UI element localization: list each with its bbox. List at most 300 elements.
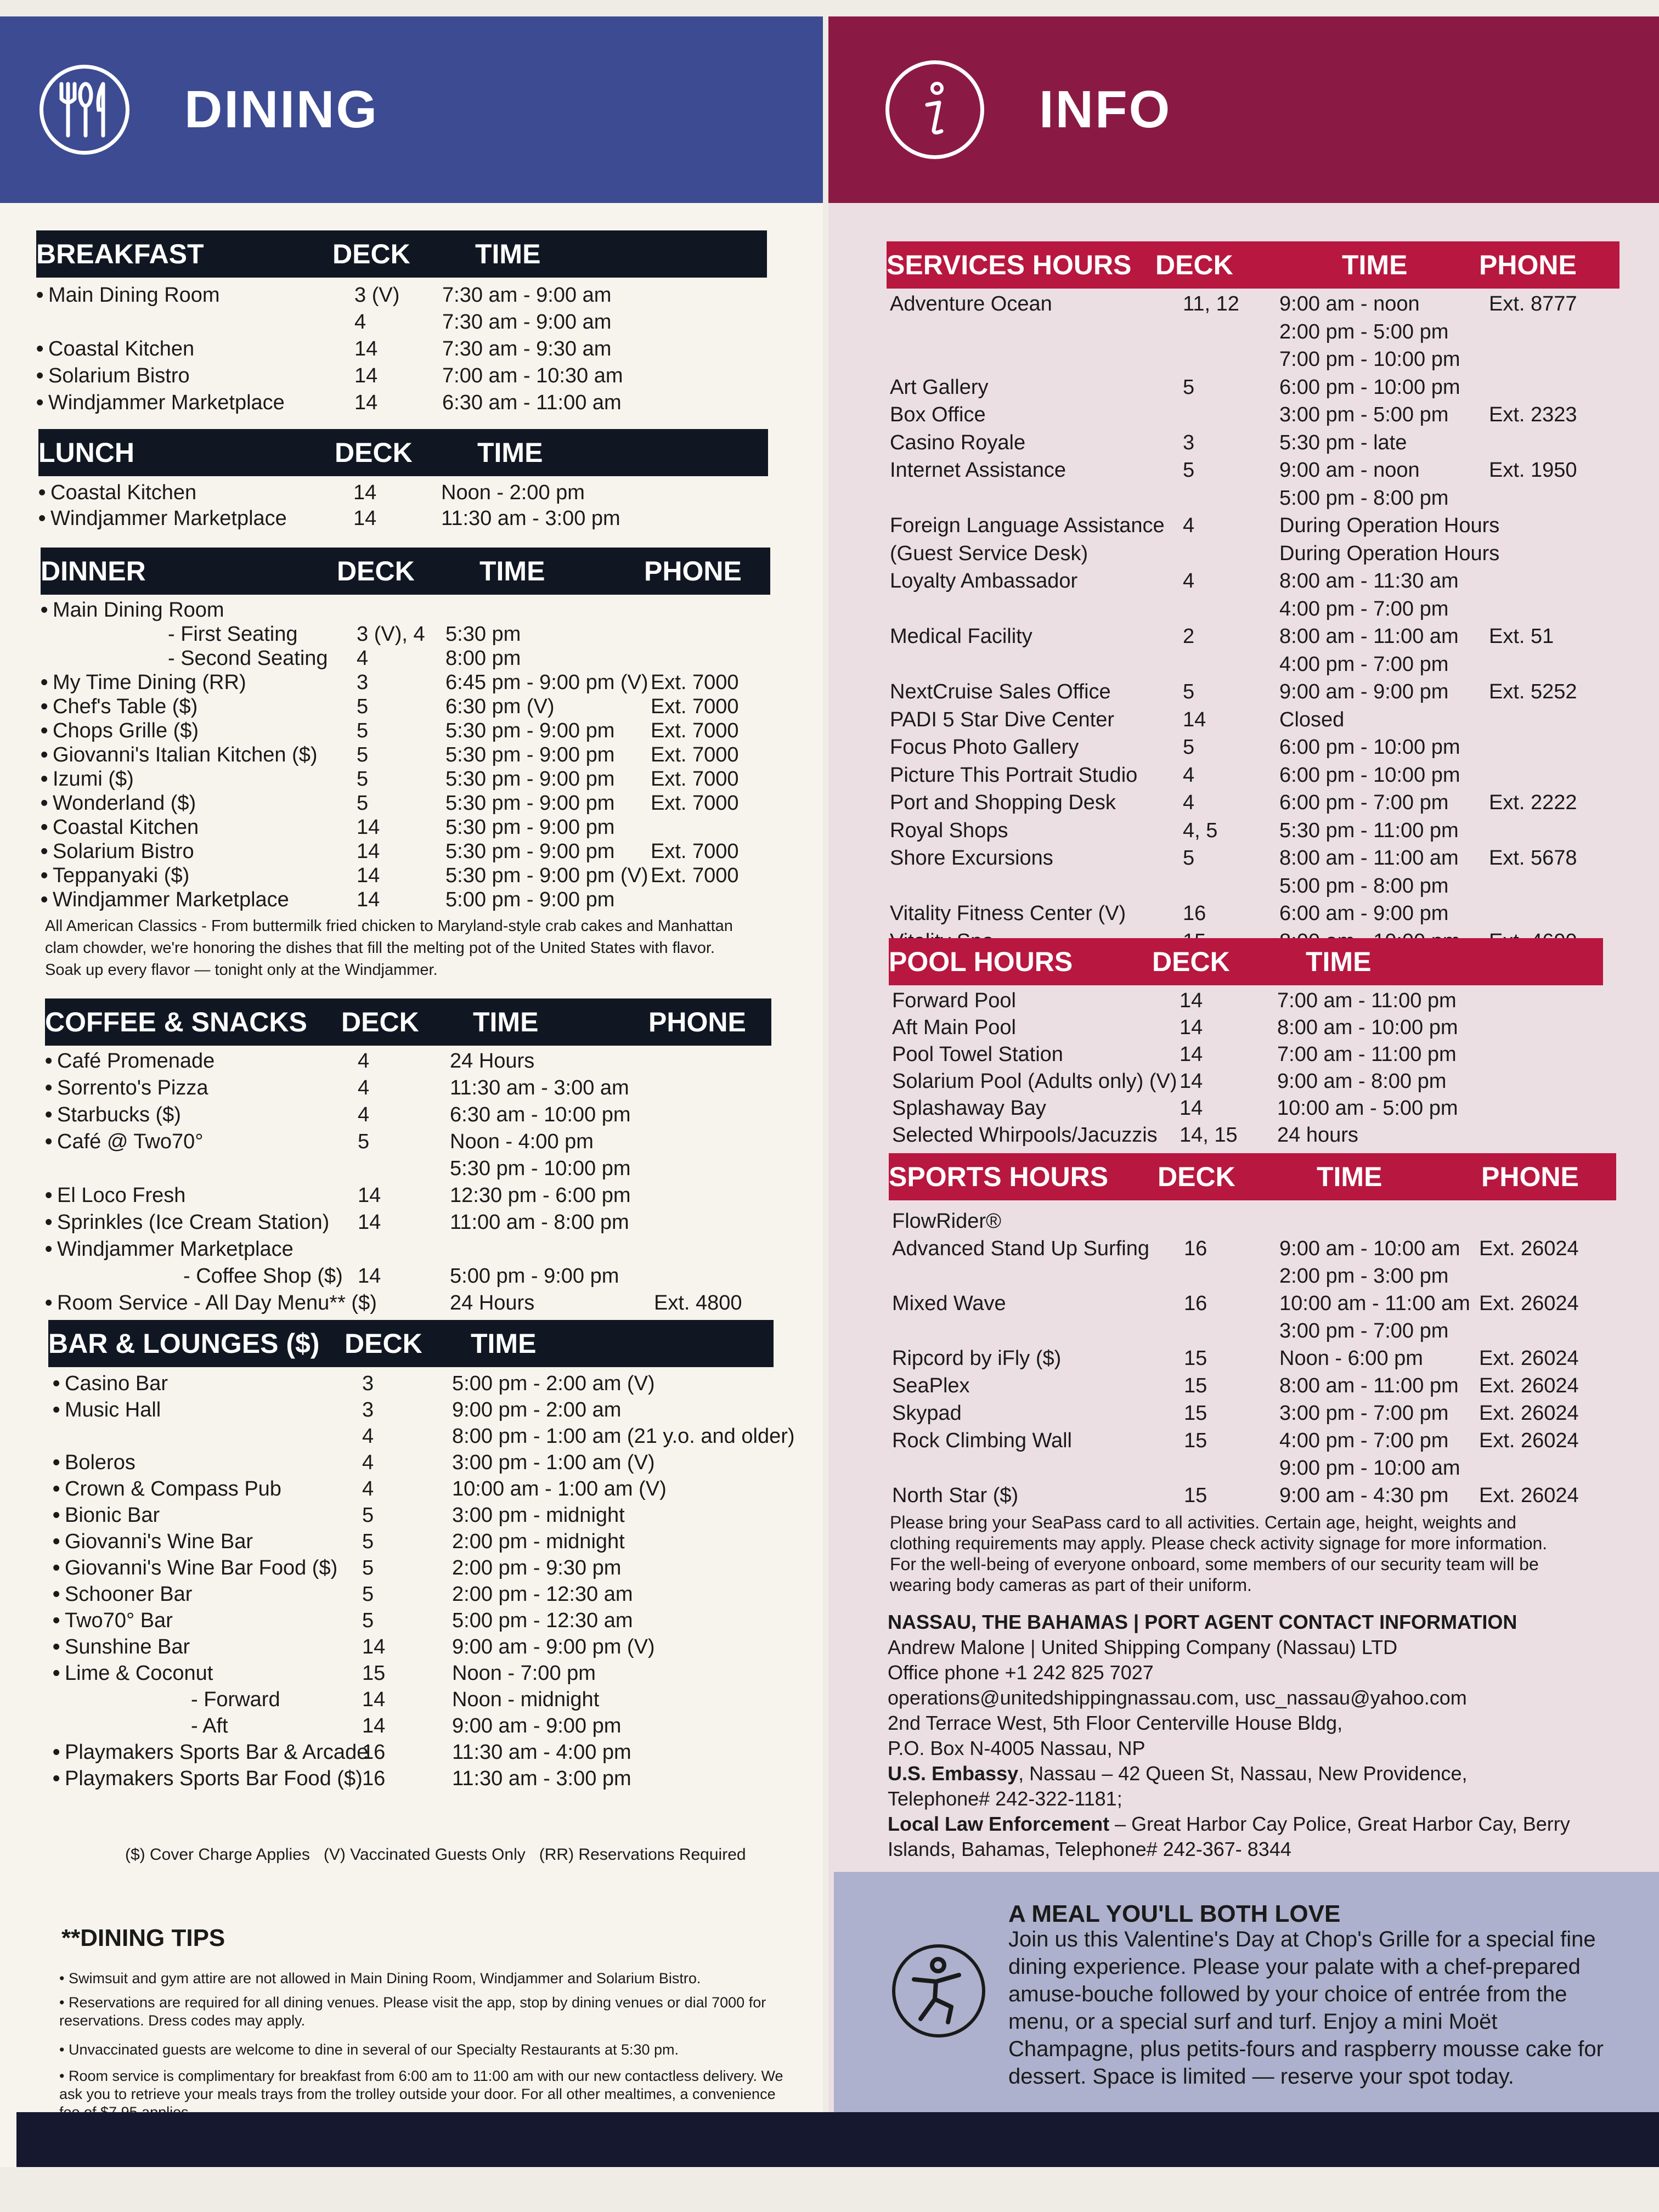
table-row — [45, 1155, 771, 1182]
cell-time: 9:00 pm - 2:00 am — [452, 1398, 622, 1421]
table-row — [887, 679, 1620, 705]
cell-name: Sprinkles (Ice Cream Station) — [57, 1211, 330, 1234]
table-row — [45, 1048, 771, 1074]
cell-name: Two70° Bar — [65, 1609, 173, 1632]
header-name: SPORTS HOURS — [889, 1161, 1109, 1192]
cell-name: Casino Bar — [65, 1372, 168, 1395]
table-row — [887, 319, 1620, 345]
header-phone: PHONE — [648, 1007, 746, 1037]
cell-time: 8:00 am - 11:00 pm — [1279, 1374, 1459, 1397]
cell-name: Picture This Portrait Studio — [890, 763, 1138, 787]
cell-time: 9:00 am - 4:30 pm — [1279, 1484, 1449, 1507]
cell-name: Café @ Two70° — [57, 1130, 204, 1153]
table-row — [889, 1345, 1616, 1372]
cell-deck: 14 — [1183, 708, 1206, 731]
table-body — [45, 1046, 771, 1320]
header-deck: DECK — [341, 1007, 419, 1037]
table-row — [887, 291, 1620, 317]
cell-deck: 3 — [357, 671, 369, 694]
header-time: TIME — [1317, 1161, 1383, 1192]
table-row — [36, 363, 767, 389]
bullet-icon: • — [45, 1049, 53, 1073]
cell-time: 9:00 am - 9:00 pm (V) — [452, 1635, 655, 1658]
cell-time: 6:45 pm - 9:00 pm (V) — [445, 671, 648, 694]
cell-time: 3:00 pm - 5:00 pm — [1279, 403, 1449, 426]
cell-phone[interactable]: Ext. 26024 — [1479, 1484, 1579, 1507]
cell-deck: 14 — [354, 337, 378, 360]
table-body — [889, 985, 1603, 1152]
table-row — [889, 1208, 1616, 1234]
cell-deck: 14 — [358, 1211, 381, 1234]
cell-deck: 14 — [357, 864, 380, 887]
legend: ($) Cover Charge Applies (V) Vaccinated Guests Only (RR) Reservations Required — [125, 1846, 746, 1864]
pool-hours-table — [889, 938, 1603, 1152]
cell-phone[interactable]: Ext. 51 — [1489, 625, 1554, 648]
cell-name: Café Promenade — [57, 1049, 215, 1073]
cell-phone[interactable]: Ext. 5252 — [1489, 680, 1577, 703]
header-deck: DECK — [337, 556, 415, 586]
bullet-icon: • — [41, 671, 48, 694]
cell-deck: 14 — [358, 1265, 381, 1288]
cell-deck: 15 — [1184, 1429, 1207, 1452]
table-row — [889, 1455, 1616, 1481]
header-phone: PHONE — [1481, 1161, 1579, 1192]
bullet-icon: • — [53, 1662, 60, 1685]
cell-deck: 4 — [362, 1477, 374, 1500]
cell-name: Forward Pool — [892, 989, 1016, 1012]
info-title: INFO — [1039, 80, 1172, 139]
port-agent-contact — [888, 1610, 1573, 1862]
cell-time: 5:00 pm - 8:00 pm — [1279, 486, 1449, 510]
table-header — [38, 429, 768, 476]
table-row — [45, 1075, 771, 1101]
cell-name: Crown & Compass Pub — [65, 1477, 281, 1500]
cell-name: - Aft — [191, 1714, 228, 1737]
bullet-icon: • — [41, 599, 48, 622]
bullet-icon: • — [53, 1451, 60, 1474]
cell-phone[interactable]: Ext. 7000 — [651, 840, 739, 863]
cell-phone[interactable]: Ext. 26024 — [1479, 1374, 1579, 1397]
cell-deck: 15 — [1184, 1484, 1207, 1507]
table-body — [889, 1200, 1616, 1508]
bullet-icon: • — [53, 1372, 60, 1395]
header-time: TIME — [471, 1328, 537, 1359]
bullet-icon: • — [45, 1291, 53, 1314]
cell-name: - Coffee Shop ($) — [183, 1265, 343, 1288]
header-deck: DECK — [1152, 946, 1230, 977]
cell-phone[interactable]: Ext. 5678 — [1489, 847, 1577, 870]
cell-phone[interactable]: Ext. 7000 — [651, 864, 739, 887]
table-row — [887, 707, 1620, 733]
table-header — [41, 548, 770, 595]
bullet-icon: • — [36, 337, 44, 360]
cell-phone[interactable]: Ext. 7000 — [651, 671, 739, 694]
header-name: DINNER — [41, 556, 146, 586]
table-row — [41, 838, 770, 865]
cell-time: 9:00 am - noon — [1279, 292, 1420, 315]
cell-time: 7:30 am - 9:30 am — [442, 337, 612, 360]
cell-deck: 15 — [1184, 1347, 1207, 1370]
bar-lounges-table — [48, 1320, 795, 1794]
cell-phone[interactable]: Ext. 26024 — [1479, 1402, 1579, 1425]
cell-name: Giovanni's Wine Bar — [65, 1530, 253, 1553]
header-deck: DECK — [1158, 1161, 1235, 1192]
table-row — [887, 512, 1620, 539]
cell-time: 7:00 am - 11:00 pm — [1277, 989, 1457, 1012]
cell-deck: 4 — [362, 1425, 374, 1448]
header-time: TIME — [477, 437, 543, 468]
cell-time: 11:30 am - 3:00 pm — [452, 1767, 631, 1790]
cell-deck: 14 — [353, 481, 377, 504]
cell-name: Room Service - All Day Menu** ($) — [57, 1291, 377, 1314]
bullet-icon: • — [45, 1103, 53, 1126]
table-row — [887, 817, 1620, 844]
bullet-icon: • — [45, 1238, 53, 1261]
cell-deck: 14 — [357, 816, 380, 839]
table-row — [41, 645, 770, 672]
cell-name: Sunshine Bar — [65, 1635, 190, 1658]
table-body — [38, 476, 768, 533]
cell-name: Rock Climbing Wall — [892, 1429, 1072, 1452]
cell-time: 6:30 pm (V) — [445, 695, 555, 718]
table-row — [48, 1739, 774, 1765]
table-header — [889, 1153, 1616, 1200]
table-row — [41, 790, 770, 816]
table-row — [48, 1581, 774, 1607]
table-row — [36, 390, 767, 416]
table-row — [45, 1102, 771, 1128]
cell-name: Box Office — [890, 403, 986, 426]
cell-name: Focus Photo Gallery — [890, 736, 1079, 759]
table-row — [41, 887, 770, 913]
cell-deck: 5 — [1183, 680, 1195, 703]
table-body — [887, 289, 1620, 959]
cell-deck: 3 (V) — [354, 284, 400, 307]
cell-name: Coastal Kitchen — [50, 481, 197, 504]
cell-deck: 14 — [1180, 989, 1203, 1012]
table-row — [45, 1128, 771, 1155]
cell-name: Aft Main Pool — [892, 1016, 1016, 1039]
table-row — [41, 766, 770, 792]
bullet-icon: • — [41, 864, 48, 887]
cell-time: 5:30 pm - 9:00 pm — [445, 743, 615, 766]
cell-deck: 5 — [357, 719, 369, 742]
table-row — [36, 309, 767, 335]
cell-phone[interactable]: Ext. 2222 — [1489, 791, 1577, 814]
cell-deck: 14 — [362, 1688, 386, 1711]
table-header — [36, 230, 767, 278]
utensils-icon — [40, 65, 129, 155]
table-row — [48, 1449, 774, 1476]
cell-deck: 5 — [1183, 736, 1195, 759]
cell-deck: 14 — [354, 364, 378, 387]
table-row — [889, 1122, 1603, 1148]
table-row — [889, 1373, 1616, 1399]
cell-time: 6:00 pm - 10:00 pm — [1279, 763, 1460, 787]
contact-line: 2nd Terrace West, 5th Floor Centerville House Bldg, — [888, 1712, 1343, 1734]
cell-deck: 16 — [362, 1767, 386, 1790]
table-row — [38, 505, 768, 532]
cell-name: NextCruise Sales Office — [890, 680, 1111, 703]
dining-tip: • Swimsuit and gym attire are not allowed in Main Dining Room, Windjammer and Solarium Bistro. — [59, 1970, 701, 1987]
table-row — [887, 900, 1620, 927]
table-row — [48, 1713, 774, 1739]
cell-deck: 14 — [362, 1635, 386, 1658]
table-row — [48, 1397, 774, 1423]
info-column — [828, 16, 1659, 2167]
cell-time: 9:00 am - 9:00 pm — [1279, 680, 1449, 703]
cell-phone[interactable]: Ext. 2323 — [1489, 403, 1577, 426]
cell-deck: 5 — [362, 1583, 374, 1606]
bullet-icon: • — [38, 481, 46, 504]
table-row — [887, 873, 1620, 899]
header-name: BAR & LOUNGES ($) — [48, 1328, 320, 1359]
cell-name: Solarium Bistro — [53, 840, 194, 863]
cell-time: Noon - 2:00 pm — [441, 481, 585, 504]
table-row — [41, 693, 770, 720]
cell-time: 10:00 am - 11:00 am — [1279, 1292, 1470, 1315]
table-header — [45, 998, 771, 1046]
cell-name: Loyalty Ambassador — [890, 569, 1078, 592]
cell-time: Noon - 4:00 pm — [450, 1130, 594, 1153]
cell-time: 7:00 am - 10:30 am — [442, 364, 623, 387]
table-row — [48, 1555, 774, 1581]
header-deck: DECK — [335, 437, 413, 468]
bullet-icon: • — [53, 1530, 60, 1553]
cell-name: Main Dining Room — [48, 284, 220, 307]
cell-deck: 4 — [354, 311, 366, 334]
cell-deck: 14 — [357, 840, 380, 863]
cell-time: 5:30 pm - 9:00 pm — [445, 719, 615, 742]
dinner-note: All American Classics - From buttermilk fried chicken to Maryland-style crab cakes and Manhattan clam chowder, we're honoring the dishes that fill the melting pot of the United States with flavor. Soak up every flavor — tonight only at the Windjammer. — [45, 917, 733, 979]
bullet-icon: • — [45, 1076, 53, 1099]
cell-time: 6:30 am - 10:00 pm — [450, 1103, 631, 1126]
table-row — [41, 621, 770, 647]
info-banner — [828, 16, 1659, 203]
table-row — [38, 479, 768, 506]
contact-email[interactable]: operations@unitedshippingnassau.com, usc_nassau@yahoo.com — [888, 1686, 1467, 1709]
cell-time: During Operation Hours — [1279, 514, 1500, 537]
cell-name: Sorrento's Pizza — [57, 1076, 208, 1099]
table-row — [48, 1686, 774, 1713]
bullet-icon: • — [41, 888, 48, 911]
law-enforcement-info — [888, 1812, 1573, 1862]
cell-name: Foreign Language Assistance — [890, 514, 1165, 537]
cell-name: Windjammer Marketplace — [57, 1238, 294, 1261]
cell-time: 2:00 pm - 3:00 pm — [1279, 1265, 1449, 1288]
cell-phone[interactable]: Ext. 7000 — [651, 719, 739, 742]
cell-time: 8:00 am - 11:00 am — [1279, 625, 1459, 648]
cell-time: 8:00 am - 11:30 am — [1279, 569, 1459, 592]
cell-name: PADI 5 Star Dive Center — [890, 708, 1115, 731]
cell-phone[interactable]: Ext. 1950 — [1489, 459, 1577, 482]
cell-deck: 15 — [1184, 1374, 1207, 1397]
cell-deck: 5 — [362, 1609, 374, 1632]
cell-name: Windjammer Marketplace — [48, 391, 285, 414]
cell-phone[interactable]: Ext. 26024 — [1479, 1237, 1579, 1260]
cell-name: Ripcord by iFly ($) — [892, 1347, 1062, 1370]
cell-time: 5:30 pm - 10:00 pm — [450, 1157, 631, 1180]
table-row — [889, 988, 1603, 1014]
cell-deck: 14 — [1180, 1043, 1203, 1066]
cell-time: 5:00 pm - 8:00 pm — [1279, 874, 1449, 898]
cell-name: SeaPlex — [892, 1374, 970, 1397]
services-hours-table — [887, 241, 1620, 959]
embassy-text: , Nassau – 42 Queen St, Nassau, New Providence, Telephone# 242-322-1181; — [888, 1762, 1468, 1810]
table-row — [48, 1660, 774, 1686]
cell-name: Music Hall — [65, 1398, 161, 1421]
cell-time: 10:00 am - 1:00 am (V) — [452, 1477, 667, 1500]
cell-name: Starbucks ($) — [57, 1103, 181, 1126]
cell-deck: 5 — [357, 792, 369, 815]
table-row — [887, 789, 1620, 816]
header-phone: PHONE — [1479, 250, 1577, 280]
cell-name: - First Seating — [168, 623, 298, 646]
table-row — [48, 1370, 774, 1397]
table-row — [889, 1014, 1603, 1041]
cell-phone[interactable]: Ext. 7000 — [651, 743, 739, 766]
cell-name: Lime & Coconut — [65, 1662, 213, 1685]
bullet-icon: • — [41, 743, 48, 766]
cell-time: 9:00 am - 9:00 pm — [452, 1714, 622, 1737]
cell-time: 9:00 am - 10:00 am — [1279, 1237, 1460, 1260]
cell-time: 8:00 am - 10:00 pm — [1277, 1016, 1458, 1039]
cell-deck: 14 — [357, 888, 380, 911]
cell-deck: 4 — [1183, 763, 1195, 787]
cell-phone[interactable]: Ext. 26024 — [1479, 1292, 1579, 1315]
table-row — [41, 718, 770, 744]
cell-time: 5:30 pm - 9:00 pm — [445, 768, 615, 791]
cell-name: Mixed Wave — [892, 1292, 1006, 1315]
cell-time: 11:30 am - 3:00 am — [450, 1076, 629, 1099]
table-header — [48, 1320, 774, 1367]
cell-time: 5:00 pm - 12:30 am — [452, 1609, 633, 1632]
cell-deck: 14 — [353, 507, 377, 530]
cell-deck: 5 — [1183, 375, 1195, 399]
table-row — [887, 568, 1620, 594]
cell-name: Coastal Kitchen — [48, 337, 195, 360]
cell-time: 24 Hours — [450, 1291, 535, 1314]
dinner-table — [41, 548, 770, 914]
cell-time: 9:00 pm - 10:00 am — [1279, 1457, 1460, 1480]
cell-deck: 15 — [362, 1662, 386, 1685]
meal-text: Join us this Valentine's Day at Chop's Grille for a special fine dining experience. Please your palate with a chef-prepared amuse-bouche followed by your choice of entrée from the menu, or a special surf and turf. Enjoy a mini Moët Champagne, plus petits-fours and raspberry mousse cake for dessert. Space is limited — reserve your spot today. — [1008, 1927, 1604, 2089]
table-header — [887, 241, 1620, 289]
cell-time: 5:00 pm - 9:00 pm — [450, 1265, 619, 1288]
cell-deck: 5 — [1183, 459, 1195, 482]
dining-banner — [0, 16, 823, 203]
cell-time: 24 Hours — [450, 1049, 535, 1073]
bullet-icon: • — [36, 364, 44, 387]
table-row — [45, 1182, 771, 1209]
cell-deck: 16 — [362, 1741, 386, 1764]
cell-name: Main Dining Room — [53, 599, 224, 622]
cell-name: - Second Seating — [168, 647, 328, 670]
cell-deck: 16 — [1184, 1237, 1207, 1260]
cell-time: 2:00 pm - 12:30 am — [452, 1583, 633, 1606]
cell-deck: 3 (V), 4 — [357, 623, 425, 646]
cell-deck: 4 — [1183, 569, 1195, 592]
cell-phone[interactable]: Ext. 8777 — [1489, 292, 1577, 315]
cell-name: Chef's Table ($) — [53, 695, 198, 718]
cell-time: 5:30 pm - 9:00 pm — [445, 792, 615, 815]
cell-name: FlowRider® — [892, 1210, 1002, 1233]
cell-time: 6:00 am - 9:00 pm — [1279, 902, 1449, 925]
cell-deck: 4 — [358, 1076, 370, 1099]
cell-time: 24 hours — [1277, 1124, 1358, 1147]
table-row — [889, 1068, 1603, 1094]
table-row — [48, 1502, 774, 1528]
cell-phone[interactable]: Ext. 7000 — [651, 768, 739, 791]
cell-time: 8:00 pm — [445, 647, 521, 670]
table-row — [889, 1427, 1616, 1454]
contact-heading: NASSAU, THE BAHAMAS | PORT AGENT CONTACT INFORMATION — [888, 1611, 1517, 1633]
header-deck: DECK — [332, 239, 410, 269]
cell-deck: 2 — [1183, 625, 1195, 648]
dining-tip: • Reservations are required for all dining venues. Please visit the app, stop by dining venues or dial 7000 for reservations. Dress codes may apply. — [59, 1994, 766, 2029]
cell-name: Shore Excursions — [890, 847, 1053, 870]
cell-phone[interactable]: Ext. 26024 — [1479, 1429, 1579, 1452]
cell-phone[interactable]: Ext. 4800 — [654, 1291, 742, 1314]
cell-time: 7:30 am - 9:00 am — [442, 311, 612, 334]
table-row — [45, 1263, 771, 1289]
cell-deck: 5 — [357, 743, 369, 766]
cell-name: Solarium Bistro — [48, 364, 190, 387]
table-row — [48, 1528, 774, 1555]
table-row — [36, 336, 767, 362]
cell-name: Royal Shops — [890, 819, 1008, 842]
cell-deck: 14 — [1180, 1097, 1203, 1120]
embassy-label: U.S. Embassy — [888, 1762, 1019, 1785]
table-row — [41, 814, 770, 840]
bullet-icon: • — [41, 695, 48, 718]
cell-time: 4:00 pm - 7:00 pm — [1279, 652, 1449, 676]
cell-time: 4:00 pm - 7:00 pm — [1279, 1429, 1449, 1452]
cell-deck: 14 — [358, 1184, 381, 1207]
bullet-icon: • — [36, 284, 44, 307]
cell-name: Art Gallery — [890, 375, 989, 399]
cell-time: 11:30 am - 4:00 pm — [452, 1741, 631, 1764]
cell-name: Windjammer Marketplace — [50, 507, 287, 530]
cell-deck: 5 — [362, 1504, 374, 1527]
meal-promo — [834, 1872, 1659, 2134]
table-row — [41, 862, 770, 889]
bottom-strip — [16, 2112, 1659, 2167]
table-row — [48, 1423, 795, 1449]
cell-deck: 16 — [1183, 902, 1206, 925]
cell-name: Windjammer Marketplace — [53, 888, 289, 911]
dining-column — [0, 16, 823, 2167]
cell-deck: 5 — [357, 695, 369, 718]
table-row — [889, 1318, 1616, 1344]
header-time: TIME — [479, 556, 545, 586]
table-row — [45, 1209, 771, 1235]
contact-line: P.O. Box N-4005 Nassau, NP — [888, 1737, 1146, 1759]
table-row — [887, 651, 1620, 678]
cell-deck: 5 — [362, 1530, 374, 1553]
table-row — [889, 1095, 1603, 1121]
cell-deck: 14 — [1180, 1070, 1203, 1093]
cell-phone[interactable]: Ext. 26024 — [1479, 1347, 1579, 1370]
table-row — [887, 457, 1620, 483]
cell-time: 5:00 pm - 2:00 am (V) — [452, 1372, 655, 1395]
cell-phone[interactable]: Ext. 7000 — [651, 695, 739, 718]
cell-time: 9:00 am - 8:00 pm — [1277, 1070, 1447, 1093]
person-icon — [892, 1944, 985, 2038]
cell-time: 8:00 pm - 1:00 am (21 y.o. and older) — [452, 1425, 795, 1448]
bullet-icon: • — [45, 1184, 53, 1207]
cell-phone[interactable]: Ext. 7000 — [651, 792, 739, 815]
